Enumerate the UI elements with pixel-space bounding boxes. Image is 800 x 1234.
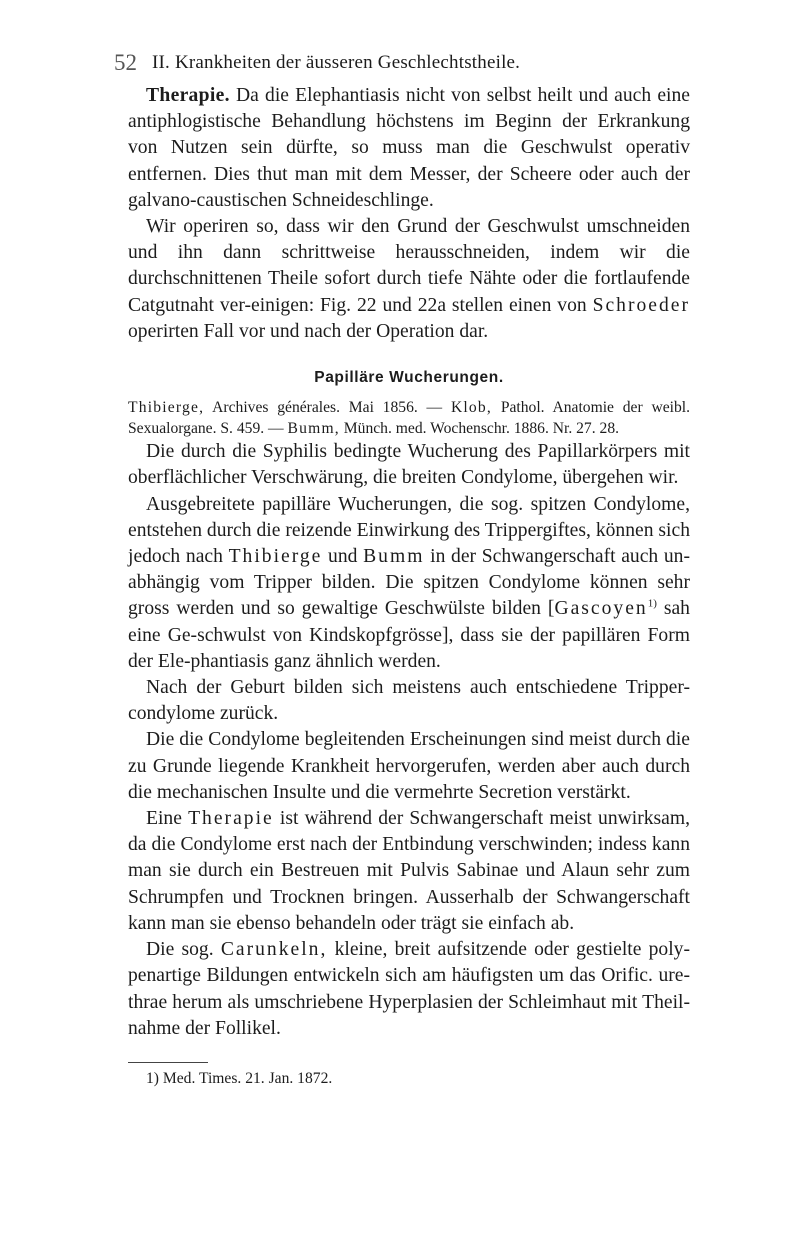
paragraph-carunkeln-text-a: Die sog. <box>146 939 221 961</box>
paragraph-syphilis: Die durch die Syphilis bedingte Wucherung des Papillarkörpers mit oberflächlicher Verschwärung, die breiten Condylome, übergehen wir. <box>128 441 690 489</box>
ref-author-thibierge: Thibierge, <box>128 399 205 417</box>
therapie-paragraph-2-text-a: Wir operiren so, dass wir den Grund der Geschwulst umschneiden und ihn dann schrittweise herausschneiden, indem wir die durchschnittenen Theile sofort durch tiefe Nähte oder die fortlaufende Catgutnaht ver-einigen: Fig. 22 und 22a stellen einen von <box>128 216 690 316</box>
author-thibierge: Thibierge <box>228 546 323 568</box>
paragraph-therapie-text-b: ist während der Schwangerschaft meist unwirksam, da die Condylome erst nach der Entbindung verschwinden; indess kann man sie durch ein Bestreuen mit Pulvis Sabinae und Alaun sehr zum Schrumpfen und Trocknen bringen. Ausserhalb der Schwangerschaft kann man sie ebenso behandeln oder trägt sie einfach ab. <box>128 808 691 934</box>
therapie-paragraph-2-text-b: operirten Fall vor und nach der Operation dar. <box>128 320 489 342</box>
references <box>128 397 690 439</box>
section-heading: Papilläre Wucherungen. <box>314 369 504 387</box>
paragraph-therapie-text-a: Eine <box>146 808 189 830</box>
therapie-paragraph-1 <box>128 83 690 214</box>
ref-text-c: Münch. med. Wochenschr. 1886. Nr. 27. 28. <box>339 420 620 438</box>
ref-author-klob: Klob, <box>450 399 493 417</box>
paragraph-erscheinungen: Die die Condylome begleitenden Erscheinungen sind meist durch die zu Grunde liegende Krankheit hervorgerufen, werden aber auch durch die mechanischen Insulte und die vermehrte Secretion verstärkt. <box>128 729 690 803</box>
page-body <box>128 83 690 1089</box>
running-head: II. Krankheiten der äusseren Geschlechtstheile. <box>152 52 521 73</box>
paragraph-condylome-and: und <box>322 546 364 568</box>
footnote: 1) Med. Times. 21. Jan. 1872. <box>146 1069 333 1087</box>
ref-text-a: Archives générales. Mai 1856. — <box>204 399 451 417</box>
footnote-divider <box>128 1062 208 1063</box>
paragraph-carunkeln <box>128 937 690 1042</box>
footnote-marker: 1) <box>647 597 657 610</box>
paragraph-condylome <box>128 492 690 675</box>
paragraph-geburt: Nach der Geburt bilden sich meistens auch entschiedene Tripper-condylome zurück. <box>128 677 690 725</box>
author-gascoyen: Gascoyen <box>554 598 648 620</box>
term-carunkeln: Carunkeln, <box>220 939 328 961</box>
author-bumm: Bumm <box>363 546 425 568</box>
ref-author-bumm: Bumm, <box>287 420 340 438</box>
term-therapie: Therapie <box>188 808 274 830</box>
therapie-paragraph-2 <box>128 214 690 345</box>
ref-text-b: Pathol. Anatomie der weibl. Sexualorgane. S. 459. — <box>128 399 690 438</box>
paragraph-therapie <box>128 806 690 937</box>
page-number: 52 <box>114 50 137 75</box>
paragraph-condylome-text-b: in der Schwangerschaft auch un-abhängig vom Tripper bilden. Die spitzen Condylome können sehr gross werden und so gewaltige Geschwülste bilden [ <box>128 546 691 620</box>
therapie-paragraph-1-text: Da die Elephantiasis nicht von selbst heilt und auch eine antiphlogistische Behandlung höchstens im Beginn der Erkrankung von Nutzen sein dürfte, so muss man die Geschwulst operativ entfernen. Dies thut man mit dem Messer, der Scheere oder auch der galvano-caustischen Schneideschlinge. <box>128 85 690 211</box>
paragraph-condylome-text-c: sah eine Ge-schwulst von Kindskopfgrösse], dass sie der papillären Form der Ele-phantiasis ganz ähnlich werden. <box>128 598 690 672</box>
page-header <box>114 50 692 78</box>
therapie-run-in-heading: Therapie. <box>146 85 230 106</box>
paragraph-carunkeln-text-b: kleine, breit aufsitzende oder gestielte poly-penartige Bildungen entwickeln sich am häufigsten um das Orific. ure-thrae herum als umschriebene Hyperplasien der Schleimhaut mit Theil-nahme der Follikel. <box>128 939 690 1039</box>
paragraph-condylome-text-a: Ausgebreitete papilläre Wucherungen, die sog. spitzen Condylome, entstehen durch die reizende Einwirkung des Trippergiftes, können sich jedoch nach <box>128 493 690 568</box>
author-schroeder: Schroeder <box>592 294 690 316</box>
